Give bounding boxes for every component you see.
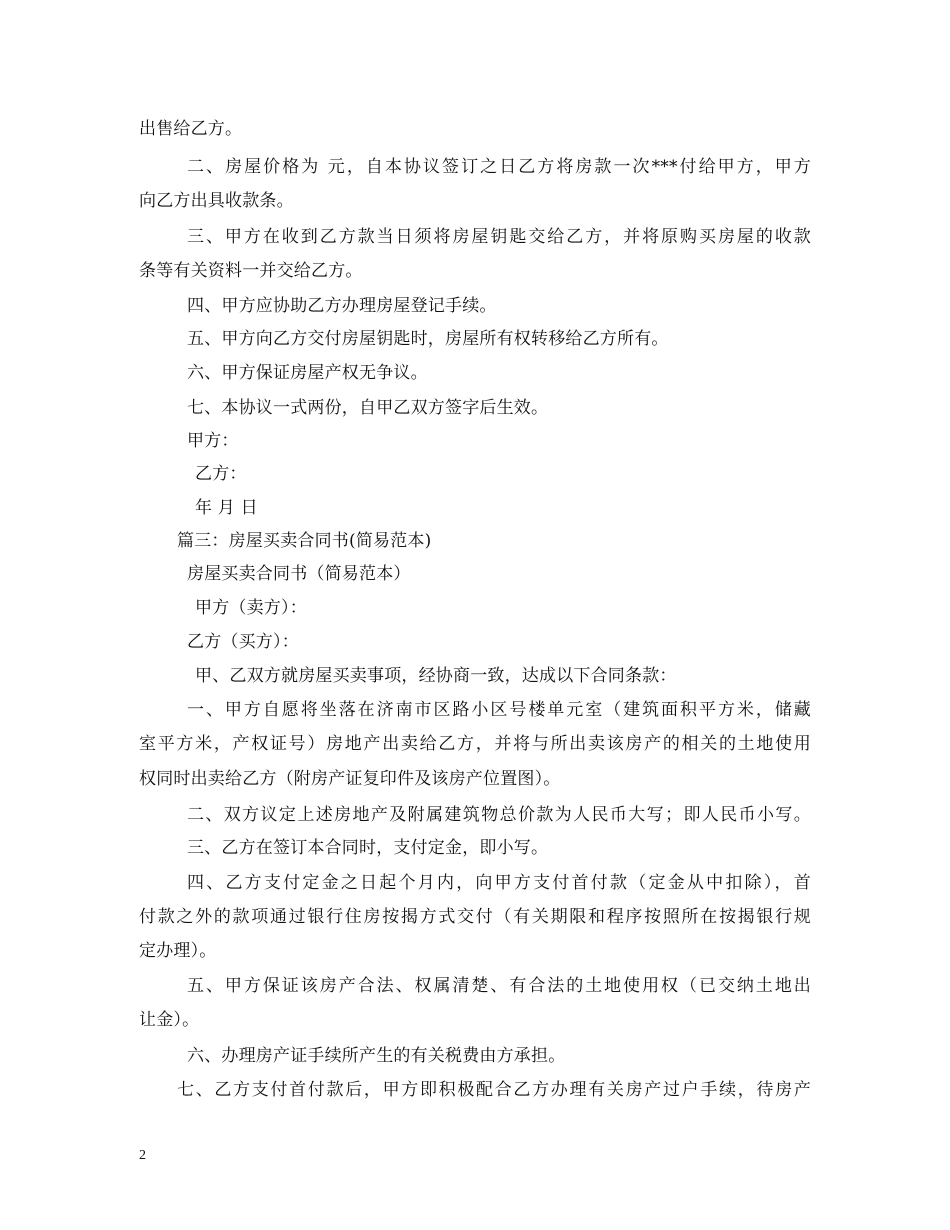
text-line: 四、甲方应协助乙方办理房屋登记手续。 — [187, 296, 497, 316]
text-line: 向乙方出具收款条。 — [139, 191, 294, 211]
section-heading: 篇三：房屋买卖合同书(简易范本) — [177, 531, 432, 551]
text-line: 二、双方议定上述房地产及附属建筑物总价款为人民币大写；即人民币小写。 — [187, 805, 811, 825]
text-line: 五、甲方向乙方交付房屋钥匙时，房屋所有权转移给乙方所有。 — [187, 329, 669, 349]
text-line: 一、甲方自愿将坐落在济南市区路小区号楼单元室（建筑面积平方米，储藏 — [187, 700, 811, 720]
text-line: 让金）。 — [139, 1010, 200, 1030]
text-line: 甲、乙双方就房屋买卖事项，经协商一致，达成以下合同条款： — [195, 666, 677, 686]
page-number: 2 — [139, 1148, 146, 1163]
signature-party-b-label: 乙方： — [195, 464, 247, 484]
text-line: 三、乙方在签订本合同时，支付定金，即小写。 — [187, 838, 549, 858]
text-line: 六、甲方保证房屋产权无争议。 — [187, 363, 428, 383]
text-line: 二、房屋价格为 元，自本协议签订之日乙方将房款一次***付给甲方，甲方 — [187, 157, 811, 177]
text-line: 七、本协议一式两份，自甲乙双方签字后生效。 — [187, 398, 549, 418]
text-line: 六、办理房产证手续所产生的有关税费由方承担。 — [187, 1046, 566, 1066]
text-line: 付款之外的款项通过银行住房按揭方式交付（有关期限和程序按照所在按揭银行规 — [139, 907, 811, 927]
text-line: 七、乙方支付首付款后，甲方即积极配合乙方办理有关房产过户手续，待房产 — [177, 1080, 811, 1100]
contract-title: 房屋买卖合同书（简易范本） — [187, 564, 411, 584]
signature-party-a-label: 甲方： — [187, 431, 239, 451]
party-a-seller: 甲方（卖方）： — [195, 598, 307, 618]
text-line: 条等有关资料一并交给乙方。 — [139, 261, 363, 281]
signature-date: 年 月 日 — [195, 498, 258, 518]
text-line: 三、甲方在收到乙方款当日须将房屋钥匙交给乙方，并将原购买房屋的收款 — [187, 227, 811, 247]
text-line: 五、甲方保证该房产合法、权属清楚、有合法的土地使用权（已交纳土地出 — [187, 976, 811, 996]
text-line: 四、乙方支付定金之日起个月内，向甲方支付首付款（定金从中扣除），首 — [187, 873, 811, 893]
text-line: 定办理）。 — [139, 941, 217, 961]
text-line: 出售给乙方。 — [139, 119, 243, 139]
text-line: 权同时出卖给乙方（附房产证复印件及该房产位置图）。 — [139, 769, 561, 789]
party-b-buyer: 乙方（买方）： — [187, 632, 299, 652]
text-line: 室平方米，产权证号）房地产出卖给乙方，并将与所出卖该房产的相关的土地使用 — [139, 734, 811, 754]
